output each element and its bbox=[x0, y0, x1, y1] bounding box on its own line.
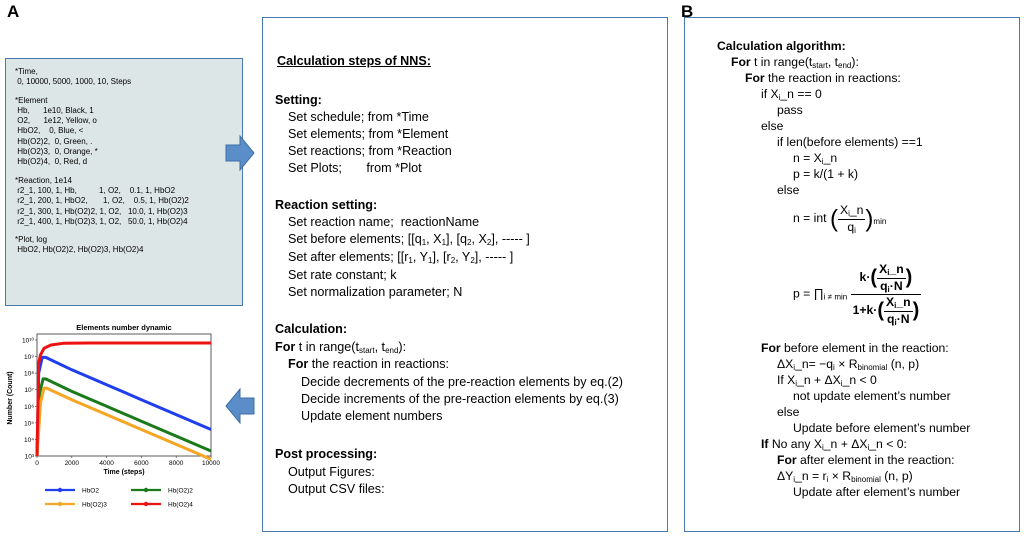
x-tick-label: 0 bbox=[35, 460, 39, 467]
post-processing-heading: Post processing: bbox=[275, 447, 378, 461]
config-line: HbO2, Hb(O2)2, Hb(O2)3, Hb(O2)4 bbox=[15, 245, 144, 255]
update-numbers-line: Update element numbers bbox=[301, 409, 443, 423]
setting-line: Set Plots; from *Plot bbox=[288, 161, 422, 175]
config-line: Hb(O2)4, 0, Red, d bbox=[15, 157, 88, 167]
legend-label: HbO2 bbox=[82, 487, 99, 495]
output-csv-line: Output CSV files: bbox=[288, 482, 385, 496]
y-tick-label: 10⁶ bbox=[24, 403, 34, 411]
nns-title: Calculation steps of NNS: bbox=[277, 54, 431, 68]
panel-label-b: B bbox=[681, 2, 694, 21]
algo-for-after: For after element in the reaction: bbox=[777, 453, 955, 467]
decide-decrements-line: Decide decrements of the pre-reaction elements by eq.(2) bbox=[301, 375, 624, 389]
config-line: Hb, 1e10, Black, 1 bbox=[15, 105, 94, 115]
setting-line: Set reactions; from *Reaction bbox=[288, 144, 452, 158]
legend-marker bbox=[144, 488, 148, 492]
y-tick-label: 10⁸ bbox=[24, 370, 34, 378]
config-line: r2_1, 200, 1, HbO2, 1, O2, 0.5, 1, Hb(O2)2 bbox=[15, 196, 189, 206]
algo-else: else bbox=[761, 119, 784, 133]
config-line: Hb(O2)3, 0, Orange, * bbox=[15, 147, 98, 157]
config-file-box bbox=[5, 58, 243, 306]
config-line: *Reaction, 1e14 bbox=[15, 175, 72, 185]
x-axis-label: Time (steps) bbox=[103, 469, 145, 476]
arrow-right-icon bbox=[212, 133, 256, 173]
legend-label: Hb(O2)3 bbox=[82, 501, 107, 509]
output-figures-line: Output Figures: bbox=[288, 465, 375, 479]
legend-label: Hb(O2)4 bbox=[168, 501, 193, 509]
algo-for-before: For before element in the reaction: bbox=[761, 341, 949, 355]
reaction-name-line: Set reaction name; reactionName bbox=[288, 215, 480, 229]
algorithm-title: Calculation algorithm: bbox=[717, 39, 846, 53]
y-tick-label: 10⁵ bbox=[24, 420, 34, 428]
config-line: *Plot, log bbox=[15, 235, 48, 245]
before-elements-line: Set before elements; [[$q_1$, $X_1$], [$q_2$, $X_2$], ----- ] bbox=[288, 232, 530, 247]
algo-update-after: Update after element’s number bbox=[793, 485, 961, 499]
x-tick-label: 4000 bbox=[99, 460, 114, 467]
config-line: r2_1, 400, 1, Hb(O2)3, 1, O2, 50.0, 1, Hb(O2)4 bbox=[15, 216, 188, 226]
config-gap bbox=[15, 168, 242, 176]
x-tick-label: 2000 bbox=[64, 460, 80, 467]
algo-else-2: else bbox=[777, 183, 800, 197]
elements-dynamic-chart bbox=[3, 318, 243, 533]
y-tick-label: 10⁷ bbox=[24, 387, 34, 395]
legend-marker bbox=[58, 488, 62, 492]
config-line: r2_1, 100, 1, Hb, 1, O2, 0.1, 1, HbO2 bbox=[15, 185, 176, 195]
rate-constant-line: Set rate constant; k bbox=[288, 268, 397, 282]
after-elements-line: Set after elements; [[$r_1$, $Y_1$], [$r_2$, $Y_2$], ----- ] bbox=[288, 250, 514, 265]
config-line: r2_1, 300, 1, Hb(O2)2, 1, O2, 10.0, 1, Hb(O2)3 bbox=[15, 206, 188, 216]
config-line: *Time, bbox=[15, 67, 38, 76]
x-tick-label: 10000 bbox=[201, 460, 221, 467]
decide-increments-line: Decide increments of the pre-reaction elements by eq.(3) bbox=[301, 392, 619, 406]
algorithm-box bbox=[684, 17, 1020, 532]
nns-steps-box bbox=[262, 17, 668, 532]
algo-delta-x: $\Delta X_i\_n= -q_i \times R_{binomial}$ (n, p) bbox=[777, 357, 920, 372]
config-line: O2, 1e12, Yellow, o bbox=[15, 116, 97, 126]
y-tick-label: 10⁴ bbox=[23, 436, 34, 444]
algo-time-loop: For t in $range(t_{start}$, $t_{end}$): bbox=[731, 55, 859, 70]
reaction-loop-line: For the reaction in reactions: bbox=[288, 357, 450, 371]
config-gap bbox=[15, 88, 242, 96]
config-line: 0, 10000, 5000, 1000, 10, Steps bbox=[15, 77, 132, 87]
setting-line: Set schedule; from *Time bbox=[288, 110, 429, 124]
time-loop-line: For t in $range(t_{start}$, $t_{end}$): bbox=[275, 340, 407, 355]
legend-marker bbox=[58, 502, 62, 506]
config-line: HbO2, 0, Blue, < bbox=[15, 126, 84, 136]
algo-if-len: if len(before elements) ==1 bbox=[777, 135, 923, 149]
legend-label: Hb(O2)2 bbox=[168, 487, 193, 495]
config-gap bbox=[15, 227, 242, 235]
algo-reaction-loop: For the reaction in reactions: bbox=[745, 71, 901, 85]
x-tick-label: 8000 bbox=[168, 460, 184, 467]
y-tick-label: 10³ bbox=[24, 453, 34, 461]
y-tick-label: 10¹⁰ bbox=[21, 337, 34, 345]
algo-if-zero: if $X_i\_n == 0$ bbox=[761, 87, 822, 102]
config-line: *Element bbox=[15, 95, 48, 105]
legend-marker bbox=[144, 502, 148, 506]
reaction-setting-heading: Reaction setting: bbox=[275, 198, 378, 212]
algo-delta-y: $\Delta Y_i\_n = r_i \times R_{binomial}$ (n, p) bbox=[777, 469, 913, 484]
y-axis-label: Number (Count) bbox=[7, 371, 14, 425]
algo-update-before: Update before element’s number bbox=[793, 421, 971, 435]
algo-n-int: n = int ( $\frac{X_i\_n}{q_i}$ )$_{min}$ bbox=[793, 203, 887, 235]
setting-line: Set elements; from *Element bbox=[288, 127, 449, 141]
algo-n-assign: $n = X_i\_n$ bbox=[793, 151, 838, 166]
panel-label-a: A bbox=[7, 2, 20, 21]
y-tick-label: 10⁹ bbox=[23, 354, 34, 362]
algo-p-assign: p = k/(1 + k) bbox=[793, 167, 859, 181]
x-tick-label: 6000 bbox=[134, 460, 149, 467]
algo-else-3: else bbox=[777, 405, 800, 419]
calculation-heading: Calculation: bbox=[275, 322, 348, 336]
algo-if-negative: If $X_i\_n$ + $\Delta X_i\_n < 0$ bbox=[777, 373, 877, 388]
chart-title: Elements number dynamic bbox=[76, 323, 172, 332]
config-line: Hb(O2)2, 0, Green, . bbox=[15, 136, 93, 146]
algo-if-no-any: If No any $X_i\_n$ + $\Delta X_i\_n < 0$: bbox=[761, 437, 907, 452]
algo-pass: pass bbox=[777, 103, 803, 117]
algo-not-update: not update element’s number bbox=[793, 389, 951, 403]
normalization-line: Set normalization parameter; N bbox=[288, 285, 463, 299]
algo-p-product: $p = \prod_{i \ne min}$ k·( $\frac{X_i\_n}{q_i\cdot N}$ ) 1+k·( $\frac{X_i\_n}{q_i\cdot N}$ ) bbox=[793, 262, 920, 327]
setting-heading: Setting: bbox=[275, 93, 322, 107]
